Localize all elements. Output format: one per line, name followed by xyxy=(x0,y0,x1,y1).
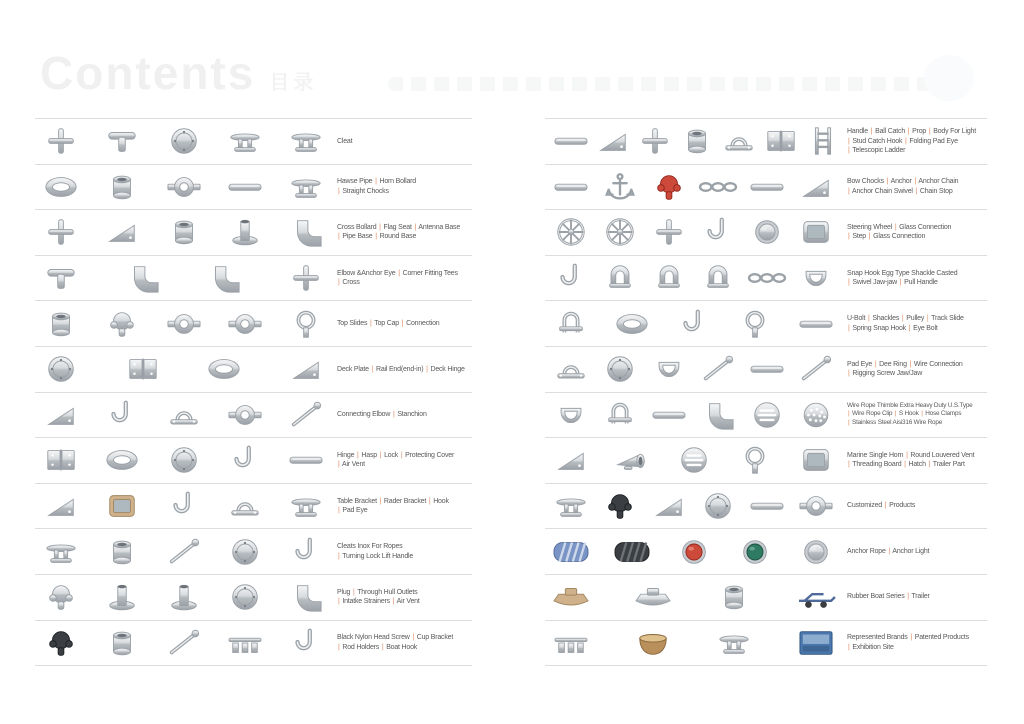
top-cap-image xyxy=(40,307,82,341)
category-label: Bow Chocks | Anchor | Anchor Chain | Anchor Chain Swivel | Chain Stop xyxy=(847,178,959,195)
stanchion-fitting-image xyxy=(224,398,266,432)
jaw-screw-image xyxy=(795,352,837,386)
category-label: Cleats Inox For Ropes | Turning Lock Lift Handle xyxy=(337,543,414,560)
bollard-cleat-image xyxy=(163,170,205,204)
mushroom-anchor-image xyxy=(648,170,690,204)
custom-arm-image xyxy=(648,489,690,523)
swivel-jaw-jaw-image xyxy=(746,261,788,295)
stanchion-eye-image xyxy=(163,398,205,432)
label-separator: | xyxy=(848,187,850,195)
lift-handle-image xyxy=(285,535,327,569)
product-thumbnails xyxy=(545,210,842,255)
folding-pad-eye-image xyxy=(718,124,760,158)
egg-type-shackle-image xyxy=(599,261,641,295)
label-separator: | xyxy=(886,178,889,186)
label-separator: | xyxy=(379,223,381,231)
label-separator: | xyxy=(921,410,923,418)
category-label: Top Slides | Top Cap | Connection xyxy=(337,319,440,327)
label-separator: | xyxy=(848,147,850,155)
boat-hook-image xyxy=(285,626,327,660)
round-hinge-image xyxy=(163,443,205,477)
thru-hull-scupper-image xyxy=(163,580,205,614)
round-base-cap-image xyxy=(285,215,327,249)
steering-wheel-knob-image xyxy=(599,215,641,249)
folding-anchor-image xyxy=(795,170,837,204)
label-separator: | xyxy=(381,643,384,651)
rail-end-hinge-image xyxy=(122,352,164,386)
category-label: Anchor Rope | Anchor Light xyxy=(847,547,930,555)
label-separator: | xyxy=(909,360,912,368)
category-row xyxy=(35,438,472,484)
custom-swirl-fitting-image xyxy=(795,489,837,523)
category-row xyxy=(545,621,987,667)
wire-rope-coil-image xyxy=(795,398,837,432)
pipe-base-image xyxy=(224,215,266,249)
category-row xyxy=(545,256,987,302)
page-title-text: Contents xyxy=(40,47,256,99)
ball-catch-image xyxy=(592,124,634,158)
label-separator: | xyxy=(888,547,891,555)
label-separator: | xyxy=(848,643,850,651)
straight-chocks-pair-image xyxy=(285,170,327,204)
hose-clamps-image xyxy=(746,398,788,432)
category-label: Pad Eye | Dee Ring | Wire Connection | Rigging Screw Jaw/Jaw xyxy=(847,360,963,378)
label-separator: | xyxy=(905,137,907,145)
flat-rope-image xyxy=(611,535,653,569)
custom-black-roller-image xyxy=(599,489,641,523)
category-label: Hawse Pipe | Horn Bollard | Straight Chocks xyxy=(337,178,416,195)
category-label: Rubber Boat Series | Trailer xyxy=(847,593,930,601)
label-separator: | xyxy=(928,461,931,469)
label-separator: | xyxy=(926,315,929,323)
category-row xyxy=(35,529,472,575)
label-separator: | xyxy=(848,324,850,332)
s-hooks-image xyxy=(648,398,690,432)
elbow-anchor-eye-image xyxy=(122,261,164,295)
contents-column-left xyxy=(35,118,472,667)
label-separator: | xyxy=(392,598,395,606)
pin-hinge-image xyxy=(101,443,143,477)
label-separator: | xyxy=(870,128,873,136)
spring-snap-hook-image xyxy=(673,307,715,341)
category-row xyxy=(545,210,987,256)
rod-holder-rack-image xyxy=(224,626,266,660)
plug-image xyxy=(40,580,82,614)
exhibition-photo-image xyxy=(795,626,837,660)
product-thumbnails xyxy=(35,119,332,164)
product-thumbnails xyxy=(35,484,332,529)
glass-connection-clamp-image xyxy=(795,215,837,249)
stud-catch-hook-image xyxy=(760,124,802,158)
flag-seat-image xyxy=(101,215,143,249)
oval-deck-latch-image xyxy=(203,352,245,386)
deck-fill-image xyxy=(224,580,266,614)
label-separator: | xyxy=(910,634,912,642)
antenna-base-image xyxy=(163,215,205,249)
hatch-image xyxy=(795,443,837,477)
tee-fitting-image xyxy=(40,261,82,295)
snap-hook-image xyxy=(550,261,592,295)
label-separator: | xyxy=(848,461,850,469)
category-label: Represented Brands | Patented Products | Exhibition Site xyxy=(847,634,969,651)
nav-light-red-image xyxy=(673,535,715,569)
category-row xyxy=(35,484,472,530)
label-separator: | xyxy=(338,461,340,469)
category-label: Marine Single Horn | Round Louvered Vent | Threading Board | Hatch | Trailer Part xyxy=(847,451,975,469)
label-separator: | xyxy=(901,315,904,323)
cross-base-image xyxy=(648,215,690,249)
category-label: Black Nylon Head Screw | Cup Bracket | Rod Holders | Boat Hook xyxy=(337,634,454,651)
herreshoff-cleat-image xyxy=(224,124,266,158)
product-thumbnails xyxy=(545,119,842,164)
product-thumbnails xyxy=(35,210,332,255)
product-thumbnails xyxy=(545,256,842,301)
label-separator: | xyxy=(392,411,395,419)
category-label: Elbow &Anchor Eye | Corner Fitting Tees | Cross xyxy=(337,269,458,287)
product-thumbnails xyxy=(545,393,842,438)
category-row xyxy=(545,119,987,165)
category-row xyxy=(545,347,987,393)
product-thumbnails xyxy=(545,529,842,574)
label-separator: | xyxy=(848,279,850,287)
category-label: Snap Hook Egg Type Shackle Casted | Swivel Jaw-jaw | Pull Handle xyxy=(847,269,958,287)
bulkhead-light-image xyxy=(795,535,837,569)
barrel-bolt-image xyxy=(285,443,327,477)
marine-single-horn-image xyxy=(611,443,653,477)
label-separator: | xyxy=(379,451,382,459)
wire-rod-image xyxy=(697,352,739,386)
cross-fitting-image xyxy=(285,261,327,295)
product-thumbnails xyxy=(35,575,332,620)
through-hull-outlet-image xyxy=(101,580,143,614)
round-base-cleat-image xyxy=(163,124,205,158)
label-separator: | xyxy=(914,178,916,186)
label-separator: | xyxy=(899,279,902,287)
label-separator: | xyxy=(908,324,911,332)
label-separator: | xyxy=(426,365,428,373)
patented-cleat-image xyxy=(713,626,755,660)
anchor-rope-coil-image xyxy=(550,535,592,569)
contents-column-right xyxy=(545,118,987,667)
handle-image xyxy=(550,124,592,158)
category-row xyxy=(545,484,987,530)
connecting-elbow-image xyxy=(40,398,82,432)
tube-clamp-image xyxy=(163,307,205,341)
connection-clamp-image xyxy=(224,307,266,341)
label-separator: | xyxy=(371,365,374,373)
product-thumbnails xyxy=(35,438,332,483)
steering-wheel-image xyxy=(550,215,592,249)
label-separator: | xyxy=(907,593,909,601)
product-thumbnails xyxy=(35,301,332,346)
pad-eye-ring-image xyxy=(550,352,592,386)
anchor-chain-image xyxy=(697,170,739,204)
category-row xyxy=(545,575,987,621)
product-thumbnails xyxy=(35,165,332,210)
hook-elbow-image xyxy=(101,398,143,432)
category-row xyxy=(35,575,472,621)
label-separator: | xyxy=(848,370,850,378)
page-title xyxy=(40,46,317,100)
label-separator: | xyxy=(338,643,340,651)
table-mount-image xyxy=(101,489,143,523)
boat-trailer-image xyxy=(795,580,837,614)
category-row xyxy=(545,165,987,211)
black-nylon-head-screw-image xyxy=(40,626,82,660)
hawse-pipe-image xyxy=(40,170,82,204)
intake-strainer-elbow-image xyxy=(285,580,327,614)
corner-fitting-tee-image xyxy=(203,261,245,295)
product-thumbnails xyxy=(35,256,332,301)
label-separator: | xyxy=(338,187,340,195)
label-separator: | xyxy=(848,137,850,145)
nav-light-green-image xyxy=(734,535,776,569)
step-fitting-image xyxy=(697,215,739,249)
label-separator: | xyxy=(338,507,340,515)
t-head-cleat-image xyxy=(101,124,143,158)
label-separator: | xyxy=(338,552,340,560)
label-separator: | xyxy=(375,233,377,241)
label-separator: | xyxy=(352,588,355,596)
butt-hinge-image xyxy=(40,443,82,477)
rope-cleat-inox-image xyxy=(40,535,82,569)
product-thumbnails xyxy=(545,484,842,529)
label-separator: | xyxy=(357,451,359,459)
page-title-cn: 目录 xyxy=(269,72,318,94)
label-separator: | xyxy=(906,451,908,459)
globe-logo-watermark-icon xyxy=(924,55,974,101)
label-separator: | xyxy=(848,419,850,427)
jam-cleat-image xyxy=(285,489,327,523)
wire-rope-thimble-image xyxy=(550,398,592,432)
category-row xyxy=(545,438,987,484)
bronze-bowl-image xyxy=(632,626,674,660)
product-thumbnails xyxy=(545,165,842,210)
category-label: Connecting Elbow | Stanchion xyxy=(337,411,427,419)
label-separator: | xyxy=(868,315,870,323)
rubber-boat-image xyxy=(550,580,592,614)
threading-ring-image xyxy=(734,443,776,477)
body-for-light-image xyxy=(676,124,718,158)
rigging-screw-image xyxy=(746,352,788,386)
label-separator: | xyxy=(907,128,910,136)
category-row xyxy=(35,210,472,256)
product-thumbnails xyxy=(545,575,842,620)
anchor-image xyxy=(599,170,641,204)
label-separator: | xyxy=(412,634,415,642)
label-separator: | xyxy=(338,233,340,241)
category-row xyxy=(35,256,472,302)
custom-multi-cleat-image xyxy=(550,489,592,523)
eye-end-fitting-image xyxy=(285,307,327,341)
product-thumbnails xyxy=(545,347,842,392)
trailer-part-image xyxy=(550,443,592,477)
category-label: Deck Plate | Rail End(end-in) | Deck Hinge xyxy=(337,365,465,373)
boat-hull-image xyxy=(632,580,674,614)
label-separator: | xyxy=(868,233,871,241)
boat-winch-image xyxy=(713,580,755,614)
product-thumbnails xyxy=(35,347,332,392)
label-separator: | xyxy=(400,451,403,459)
label-separator: | xyxy=(894,223,897,231)
double-hook-image xyxy=(163,489,205,523)
prop-image xyxy=(634,124,676,158)
pad-eye-plates-image xyxy=(224,489,266,523)
brand-machine-image xyxy=(550,626,592,660)
category-row xyxy=(35,347,472,393)
category-label: Wire Rope Thimble Extra Heavy Duty U.S.Type | Wire Rope Clip | S Hook | Hose Clamps | Stainless Steel Aisi316 Wire Rope xyxy=(847,401,973,427)
double-cup-cleat-image xyxy=(101,535,143,569)
diamond-pad-eye-image xyxy=(599,352,641,386)
category-label: Steering Wheel | Glass Connection | Step | Glass Connection xyxy=(847,223,952,241)
straight-chock-image xyxy=(224,170,266,204)
custom-tread-plate-image xyxy=(697,489,739,523)
top-slide-ball-image xyxy=(101,307,143,341)
product-thumbnails xyxy=(35,621,332,666)
label-separator: | xyxy=(848,233,850,241)
label-separator: | xyxy=(894,410,897,418)
deck-hinge-bracket-image xyxy=(285,352,327,386)
track-slide-image xyxy=(795,307,837,341)
category-label: Cross Bollard | Flag Seat | Antenna Base | Pipe Base | Round Base xyxy=(337,223,461,241)
label-separator: | xyxy=(379,497,382,505)
category-row xyxy=(35,165,472,211)
category-row xyxy=(35,393,472,439)
table-bracket-image xyxy=(40,489,82,523)
category-label: Hinge | Hasp | Lock | Protecting Cover | Air Vent xyxy=(337,451,455,469)
chain-watermark-icon xyxy=(388,77,954,91)
bolt-screw-image xyxy=(163,626,205,660)
label-separator: | xyxy=(401,319,404,327)
category-row xyxy=(545,393,987,439)
rail-mount-cleat-image xyxy=(40,124,82,158)
turning-lock-image xyxy=(224,535,266,569)
turning-lock-rod-image xyxy=(163,535,205,569)
label-separator: | xyxy=(884,502,887,510)
product-thumbnails xyxy=(545,621,842,666)
hose-elbow-image xyxy=(697,398,739,432)
product-thumbnails xyxy=(35,393,332,438)
stanchion-rod-image xyxy=(285,398,327,432)
product-thumbnails xyxy=(35,529,332,574)
telescopic-ladder-image xyxy=(802,124,844,158)
category-row xyxy=(35,621,472,667)
label-separator: | xyxy=(874,360,877,368)
chain-stop-image xyxy=(746,170,788,204)
product-thumbnails xyxy=(545,301,842,346)
label-separator: | xyxy=(338,598,340,606)
category-label: U-Bolt | Shackles | Pulley | Track Slide | Spring Snap Hook | Eye Bolt xyxy=(847,315,964,332)
label-separator: | xyxy=(915,187,918,195)
u-bolt-image xyxy=(550,307,592,341)
label-separator: | xyxy=(338,279,340,287)
label-separator: | xyxy=(414,223,417,231)
label-separator: | xyxy=(904,461,906,469)
label-separator: | xyxy=(370,319,372,327)
category-label: Plug | Through Hull Outlets | Intatke Strainers | Air Vent xyxy=(337,588,420,606)
cup-bracket-image xyxy=(101,626,143,660)
bow-shackle-image xyxy=(697,261,739,295)
glass-connection-round-image xyxy=(746,215,788,249)
label-separator: | xyxy=(375,178,377,186)
round-louvered-vent-image xyxy=(673,443,715,477)
label-separator: | xyxy=(848,410,850,418)
category-row xyxy=(545,301,987,347)
label-separator: | xyxy=(428,497,431,505)
pulley-block-image xyxy=(611,307,653,341)
category-label: Table Bracket | Rader Bracket | Hook | Pad Eye xyxy=(337,497,449,515)
dee-shackle-image xyxy=(648,261,690,295)
category-label: Handle | Ball Catch | Prop | Body For Light | Stud Catch Hook | Folding Pad Eye | Telescopic Ladder xyxy=(847,128,976,155)
category-label: Cleat xyxy=(337,137,353,145)
eye-bolt-image xyxy=(734,307,776,341)
pull-handle-image xyxy=(795,261,837,295)
label-separator: | xyxy=(928,128,931,136)
category-row xyxy=(35,119,472,165)
custom-pins-image xyxy=(746,489,788,523)
category-row xyxy=(35,301,472,347)
wire-rope-clip-image xyxy=(599,398,641,432)
hasp-lock-image xyxy=(224,443,266,477)
open-base-cleat-image xyxy=(285,124,327,158)
horn-bollard-image xyxy=(101,170,143,204)
cross-bollard-image xyxy=(40,215,82,249)
bow-chock-image xyxy=(550,170,592,204)
category-row xyxy=(545,529,987,575)
category-label: Customized | Products xyxy=(847,502,916,510)
deck-plate-image xyxy=(40,352,82,386)
label-separator: | xyxy=(398,269,400,277)
dee-ring-image xyxy=(648,352,690,386)
product-thumbnails xyxy=(545,438,842,483)
